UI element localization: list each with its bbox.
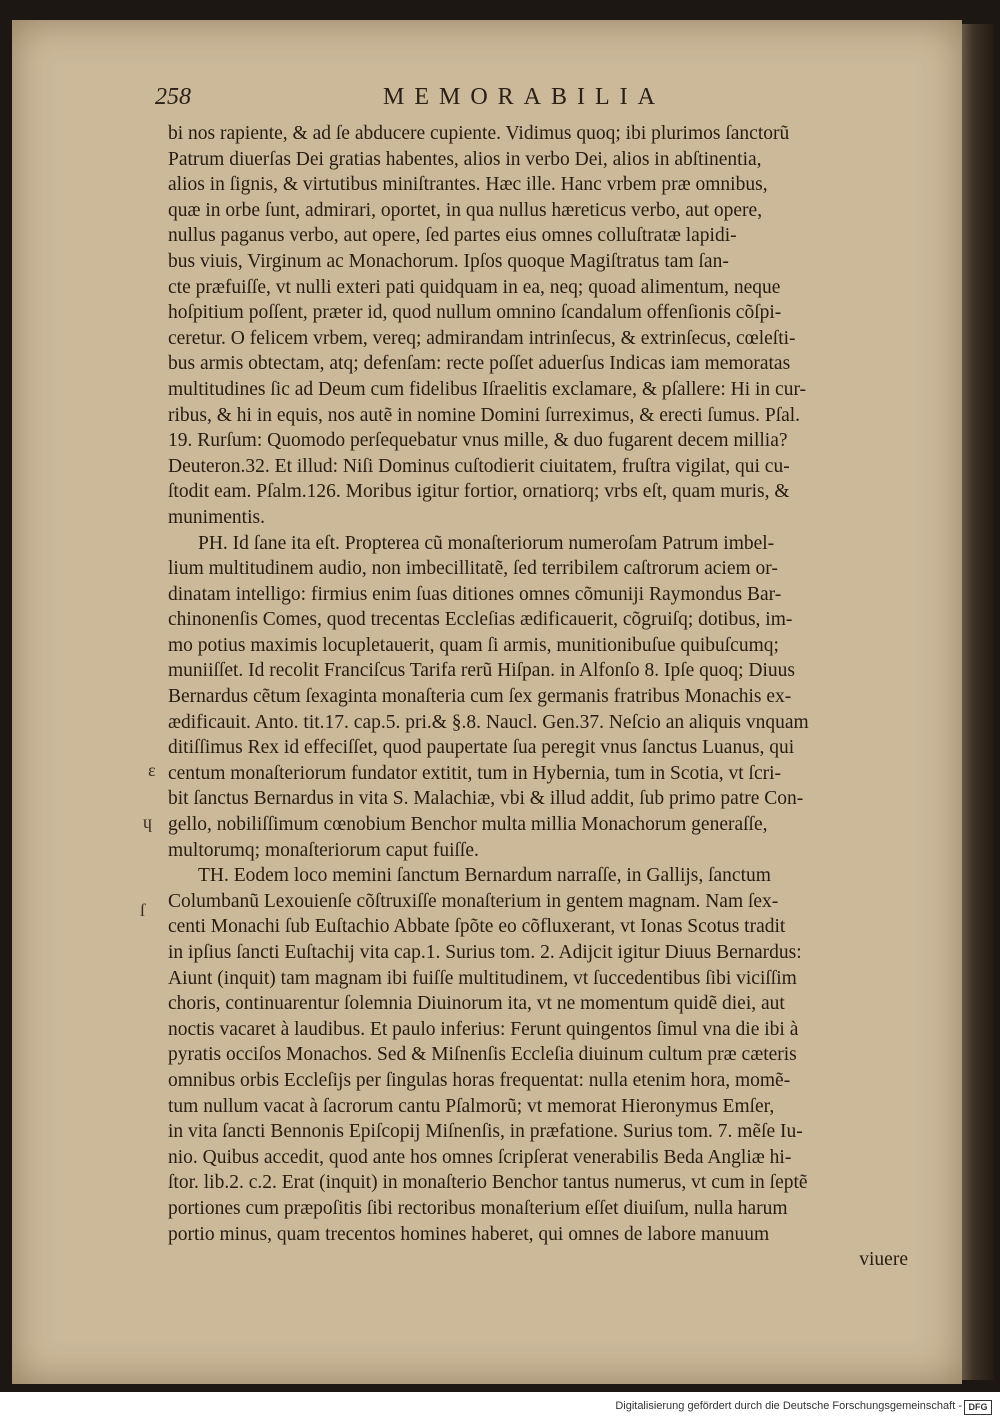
text-line: ceretur. O felicem vrbem, vereq; admirandam intrinſecus, & extrinſecus, cœleſti-	[168, 327, 796, 349]
text-line: Patrum diuerſas Dei gratias habentes, alios in verbo Dei, alios in abſtinentia,	[168, 148, 762, 170]
text-line: omnibus orbis Eccleſijs per ſingulas horas frequentat: nulla etenim hora, momẽ-	[168, 1069, 791, 1091]
text-line: TH. Eodem loco memini ſanctum Bernardum narraſſe, in Gallijs, ſanctum	[198, 865, 771, 887]
text-line: centum monaſteriorum fundator extitit, tum in Hybernia, tum in Scotia, vt ſcri-	[168, 762, 782, 784]
text-line: noctis vacaret à laudibus. Et paulo inferius: Ferunt quingentos ſimul vna die ibi à	[168, 1018, 799, 1040]
text-line: muniiſſet. Id recolit Franciſcus Tarifa rerũ Hiſpan. in Alfonſo 8. Ipſe quoq; Diuus	[168, 660, 796, 682]
text-line: ſtodit eam. Pſalm.126. Moribus igitur fortior, ornatiorq; vrbs eſt, quam muris, &	[168, 481, 790, 503]
text-line: PH. Id ſane ita eſt. Propterea cũ monaſteriorum numeroſam Patrum imbel-	[198, 532, 775, 554]
page-header	[155, 84, 915, 118]
text-line: Columbanũ Lexouienſe cõſtruxiſſe monaſterium in gentem magnam. Nam ſex-	[168, 890, 779, 912]
text-line: lium multitudinem audio, non imbecillitatẽ, ſed terribilem caſtrorum aciem or-	[168, 558, 778, 580]
text-line: in vita ſancti Bennonis Epiſcopij Miſnenſis, in præfatione. Surius tom. 7. mẽſe Iu-	[168, 1121, 803, 1143]
text-line: alios in ſignis, & virtutibus miniſtrantes. Hæc ille. Hanc vrbem præ omnibus,	[168, 174, 768, 196]
running-title: MEMORABILIA	[383, 84, 665, 110]
body-text	[168, 121, 918, 1273]
text-line: Aiunt (inquit) tam magnam ibi fuiſſe multitudinem, vt ſuccedentibus ſibi viciſſim	[168, 967, 797, 989]
page-edge	[960, 24, 994, 1380]
footer-credit: Digitalisierung gefördert durch die Deutsche Forschungsgemeinschaft -	[615, 1400, 962, 1412]
text-line: munimentis.	[168, 506, 265, 528]
text-line: Deuteron.32. Et illud: Niſi Dominus cuſtodierit ciuitatem, fruſtra vigilat, qui cu-	[168, 455, 790, 477]
text-line: ædificauit. Anto. tit.17. cap.5. pri.& §.8. Naucl. Gen.37. Neſcio an aliquis vnquam	[168, 711, 809, 733]
text-line: multitudines ſic ad Deum cum fidelibus Iſraelitis exclamare, & pſallere: Hi in cur-	[168, 378, 807, 400]
text-line: 19. Rurſum: Quomodo perſequebatur vnus mille, & duo fugarent decem millia?	[168, 430, 788, 452]
text-line: ſtor. lib.2. c.2. Erat (inquit) in monaſterio Benchor tantus numerus, vt cum in ſeptẽ	[168, 1172, 808, 1194]
text-line: chinonenſis Comes, quod trecentas Eccleſias ædificauerit, cõgruiſq; dotibus, im-	[168, 609, 793, 631]
page-number: 258	[155, 84, 191, 110]
text-line: Bernardus cẽtum ſexaginta monaſteria cum ſex germanis fratribus Monachis ex-	[168, 686, 792, 708]
text-line: mo potius maximis locupletauerit, quam ſi armis, munitionibuſue quibuſcumq;	[168, 634, 779, 656]
dfg-logo: DFG	[964, 1400, 992, 1415]
text-line: hoſpitium poſſent, præter id, quod nullum omnino ſcandalum offenſionis cõſpi-	[168, 302, 782, 324]
text-line: viuere	[859, 1249, 908, 1271]
margin-mark: ɛ	[148, 760, 156, 780]
text-line: nio. Quibus accedit, quod ante hos omnes ſcripſerat venerabilis Beda Angliæ hi-	[168, 1146, 792, 1168]
text-line: centi Monachi ſub Euſtachio Abbate ſpõte eo cõfluxerant, vt Ionas Scotus tradit	[168, 916, 786, 938]
text-line: pyratis occiſos Monachos. Sed & Miſnenſis Eccleſia diuinum cultum præ cæteris	[168, 1044, 797, 1066]
text-line: in ipſius ſancti Euſtachij vita cap.1. Surius tom. 2. Adijcit igitur Diuus Bernardus:	[168, 942, 802, 963]
text-line: ribus, & hi in equis, nos autẽ in nomine Domini ſurreximus, & erecti ſumus. Pſal.	[168, 404, 801, 426]
text-line: bi nos rapiente, & ad ſe abducere cupiente. Vidimus quoq; ibi plurimos ſanctorũ	[168, 123, 790, 144]
text-line: multorumq; monaſteriorum caput fuiſſe.	[168, 839, 479, 861]
text-line: quæ in orbe ſunt, admirari, oportet, in qua nullus hæreticus verbo, aut opere,	[168, 199, 763, 221]
margin-mark: ſ	[140, 900, 146, 920]
text-line: portiones cum præpoſitis ſibi rectoribus monaſterium eſſet diuiſum, nulla harum	[168, 1197, 788, 1219]
text-line: cte præfuiſſe, vt nulli exteri pati quidquam in ea, neq; quoad alimentum, neque	[168, 276, 781, 298]
footer	[0, 1397, 1000, 1419]
margin-mark: ɥ	[143, 812, 152, 832]
text-line: ditiſſimus Rex id effeciſſet, quod paupertate ſua peregit vnus ſanctus Luanus, qui	[168, 737, 795, 759]
text-line: dinatam intelligo: firmius enim ſuas ditiones omnes cõmuniji Raymondus Bar-	[168, 583, 782, 605]
text-line: bit ſanctus Bernardus in vita S. Malachiæ, vbi & illud addit, ſub primo patre Con-	[168, 788, 804, 810]
text-line: bus viuis, Virginum ac Monachorum. Ipſos quoque Magiſtratus tam ſan-	[168, 250, 729, 272]
text-line: nullus paganus verbo, aut opere, ſed partes eius omnes colluſtratæ lapidi-	[168, 225, 737, 247]
text-line: choris, continuarentur ſolemnia Diuinorum ita, vt ne momentum quidẽ diei, aut	[168, 993, 785, 1015]
text-line: tum nullum vacat à ſacrorum cantu Pſalmorũ; vt memorat Hieronymus Emſer,	[168, 1095, 775, 1117]
text-line: gello, nobiliſſimum cœnobium Benchor multa millia Monachorum generaſſe,	[168, 814, 768, 836]
text-line: bus armis obtectam, atq; defenſam: recte poſſet aduerſus Indicas iam memoratas	[168, 353, 791, 375]
text-line: portio minus, quam trecentos homines haberet, qui omnes de labore manuum	[168, 1223, 770, 1245]
